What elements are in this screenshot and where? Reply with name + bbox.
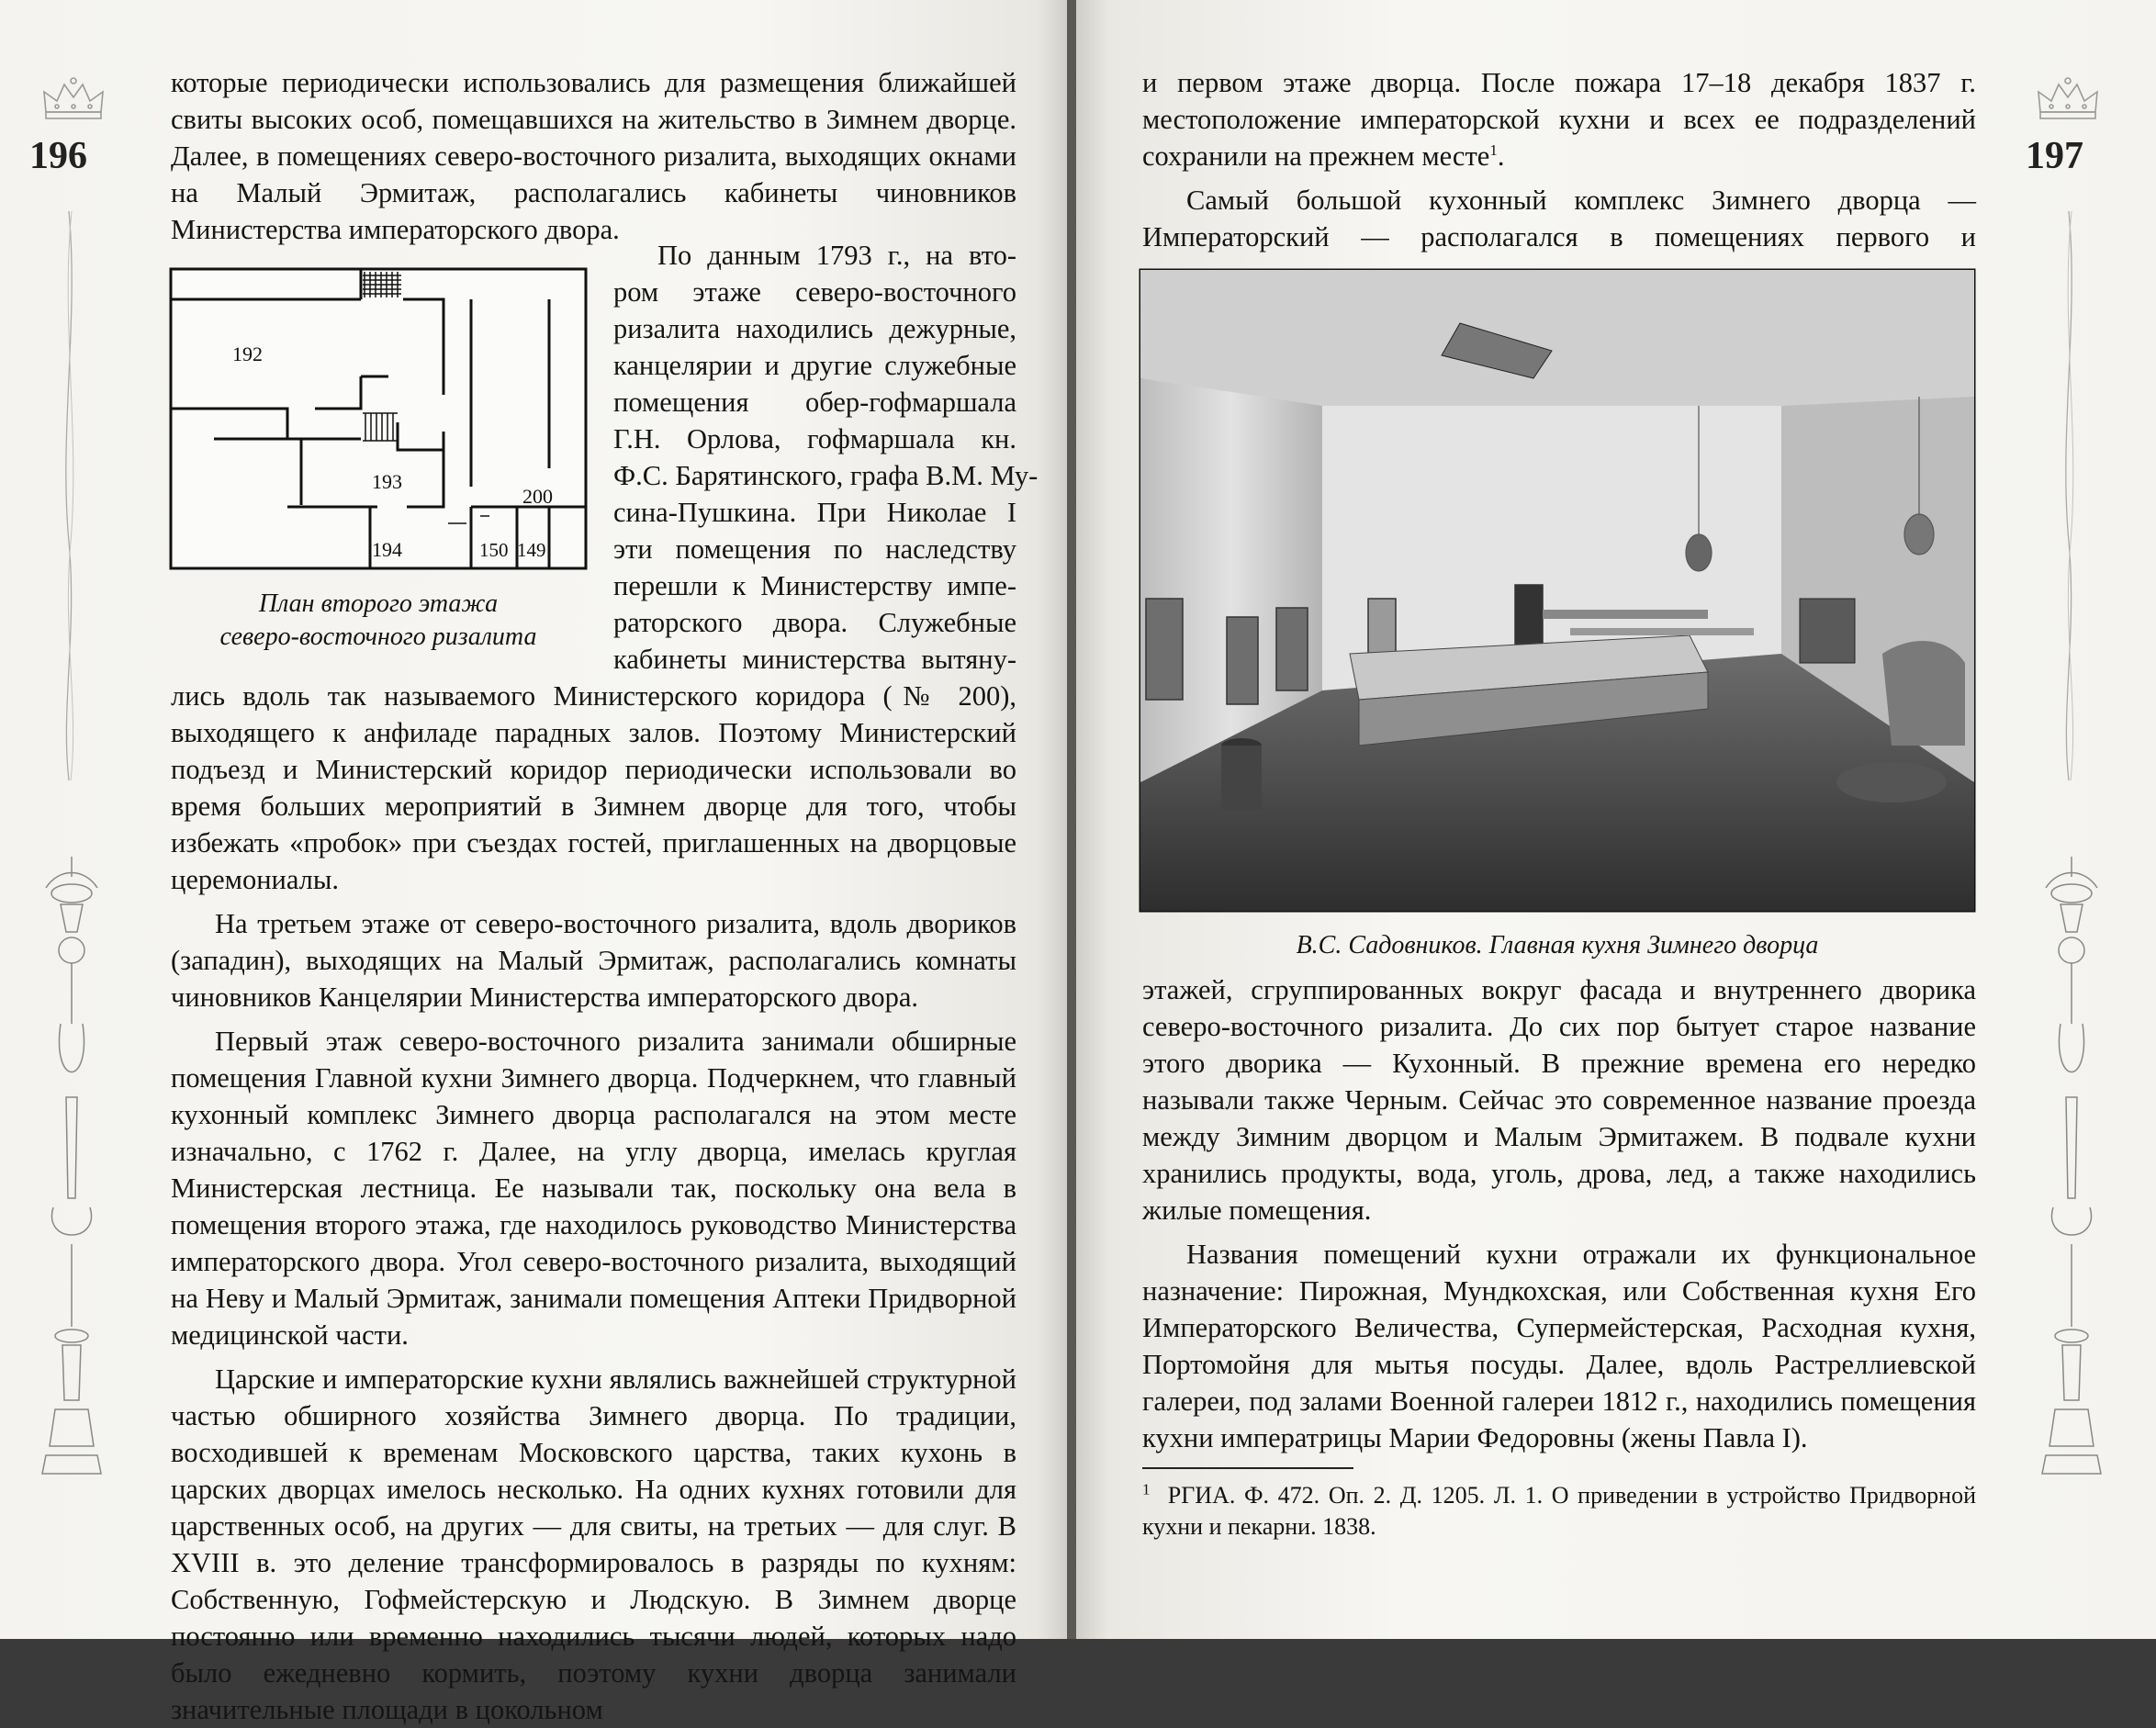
side-line: ризалита находились дежурные,: [613, 313, 1016, 344]
right-top-paragraph-text: и первом этаже дворца. После пожара 17–18 декабря 1837 г. местоположение императорской кухни и всех ее подразделений сохранили на прежнем месте: [1142, 67, 1976, 172]
side-line: канцелярии и другие служебные: [613, 350, 1016, 381]
left-top-text: [171, 64, 1016, 248]
left-top-paragraph: которые периодически использовались для размещения ближайшей свиты высоких особ, помещавшихся на жительство в Зимнем дворце. Далее, в помещениях северо-восточного ризалита, выходящих окнами на Малый Эрмитаж, располагались кабинеты чиновников Министерства императорского двора.: [171, 67, 1016, 245]
left-page: [0, 0, 1069, 1725]
footnote: [1142, 1480, 1976, 1543]
side-line: ром этаже северо-восточного: [613, 276, 1016, 308]
plan-label-192: 192: [232, 342, 263, 365]
paragraph: Первый этаж северо-восточного ризалита занимали обширные помещения Главной кухни Зимнего дворца. Подчеркнем, что главный кухонный комплекс Зимнего дворца располагался на этом месте изначально, с 1762 г. Далее, на углу дворца, имелась круглая Министерская лестница. Ее называли так, поскольку она вела в помещения второго этажа, где находилось руководство Министерства императорского двора. Угол северо-восточного ризалита, выходящий на Неву и Малый Эрмитаж, занимали помещения Аптеки Придворной медицинской части.: [171, 1026, 1016, 1351]
vine-ornament-icon: [55, 211, 83, 780]
side-line: раторского двора. Служебные: [613, 607, 1016, 638]
plan-caption-line1: План второго этажа: [258, 589, 499, 618]
paragraph-continuation: этажей, сгруппированных вокруг фасада и внутреннего дворика северо-восточного ризалита. До сих пор бытует старое название этого дворика — Кухонный. В прежние времена его нередко называли также Черным. Сейчас это современное название проезда между Зимним дворцом и Малым Эрмитажем. В подвале кухни хранились продукты, вода, уголь, дрова, лед, а также находились жилые помещения.: [1142, 974, 1976, 1226]
paragraph: Царские и императорские кухни являлись важнейшей структурной частью обширного хозяйства Зимнего дворца. По традиции, восходившей к временам Московского царства, таких кухонь в царских дворцах имелось несколько. На одних кухнях готовили для царственных особ, на других — для свиты, на третьих — для слуг. В XVIII в. это деление трансформировалось в разряды по кухням: Собственную, Гофмейстерскую и Людскую. В Зимнем дворце постоянно или временно находились тысячи людей, которых надо было ежедневно кормить, поэтому кухни дворца занимали значительные площади в цокольном: [171, 1363, 1016, 1725]
plan-label-149: 149: [517, 539, 546, 561]
page-number-left: 196: [29, 135, 87, 177]
plan-label-150: 150: [479, 539, 509, 561]
page-number-right: 197: [2026, 135, 2083, 177]
vine-ornament-icon: [2055, 211, 2083, 780]
plan-label-193: 193: [372, 470, 402, 493]
right-body-text: [1142, 971, 1976, 1456]
footnote-mark: 1: [1142, 1480, 1151, 1498]
side-line: По данным 1793 г., на вто-: [657, 240, 1016, 271]
floor-plan-figure: [168, 266, 589, 571]
candelabrum-ornament-icon: [2033, 849, 2110, 1492]
paragraph: Самый большой кухонный комплекс Зимнего дворца — Императорский — располагался в помещениях первого и: [1142, 185, 1976, 252]
side-line: перешли к Министерству импе-: [613, 570, 1016, 601]
right-top-paragraph: и первом этаже дворца. После пожара 17–18 декабря 1837 г. местоположение императорской кухни и всех ее подразделений сохранили на прежнем месте$^1$.: [1142, 67, 1976, 172]
side-line: кабинеты министерства вытяну-: [613, 644, 1016, 675]
image-caption: В.С. Садовников. Главная кухня Зимнего дворца: [1296, 931, 1819, 959]
crown-icon: [37, 75, 110, 123]
plan-caption-line2: северо-восточного ризалита: [219, 623, 537, 651]
footnote-ref: 1: [1489, 140, 1498, 159]
side-line: Г.Н. Орлова, гофмаршала кн.: [613, 423, 1016, 454]
footnote-rule: [1142, 1467, 1353, 1469]
paragraph-continuation: лись вдоль так называемого Министерского коридора (№ 200), выходящего к анфиладе парадных залов. Поэтому Министерский подъезд и Министерский коридор периодически использовали во время больших мероприятий в Зимнем дворце для того, чтобы избежать «пробок» при съездах гостей, приглашенных на дворцовые церемониалы.: [171, 680, 1016, 895]
footnote-text: РГИА. Ф. 472. Оп. 2. Д. 1205. Л. 1. О приведении в устройство Придворной кухни и пекарни. 1838.: [1142, 1482, 1977, 1540]
side-line: эти помещения по наследству: [613, 533, 1016, 565]
side-line: помещения обер-гофмаршала: [613, 387, 1016, 418]
candelabrum-ornament-icon: [33, 849, 110, 1492]
paragraph: Названия помещений кухни отражали их функциональное назначение: Пирожная, Мундкохская, или Собственная кухня Его Императорского Величества, Супермейстерская, Расходная кухня, Портомойня для мытья посуды. Далее, вдоль Растреллиевской галереи, под залами Военной галереи 1812 г., находились помещения кухни императрицы Марии Федоровны (жены Павла I).: [1142, 1239, 1976, 1453]
crown-icon: [2031, 75, 2105, 123]
kitchen-engraving-image: [1139, 268, 1976, 913]
side-line: Ф.С. Барятинского, графа В.М. Му-: [613, 460, 1039, 491]
right-top-text: [1142, 64, 1976, 292]
plan-label-200: 200: [522, 485, 553, 508]
right-page: [1076, 0, 2156, 1639]
left-side-column: [613, 237, 1039, 678]
plan-caption: [168, 588, 589, 654]
side-line: сина-Пушкина. При Николае I: [613, 497, 1016, 528]
plan-label-194: 194: [372, 538, 402, 561]
paragraph: На третьем этаже от северо-восточного ризалита, вдоль двориков (западин), выходящих на Малый Эрмитаж, располагались комнаты чиновников Канцелярии Министерства императорского двора.: [171, 908, 1016, 1013]
left-body-text: [171, 678, 1016, 1728]
